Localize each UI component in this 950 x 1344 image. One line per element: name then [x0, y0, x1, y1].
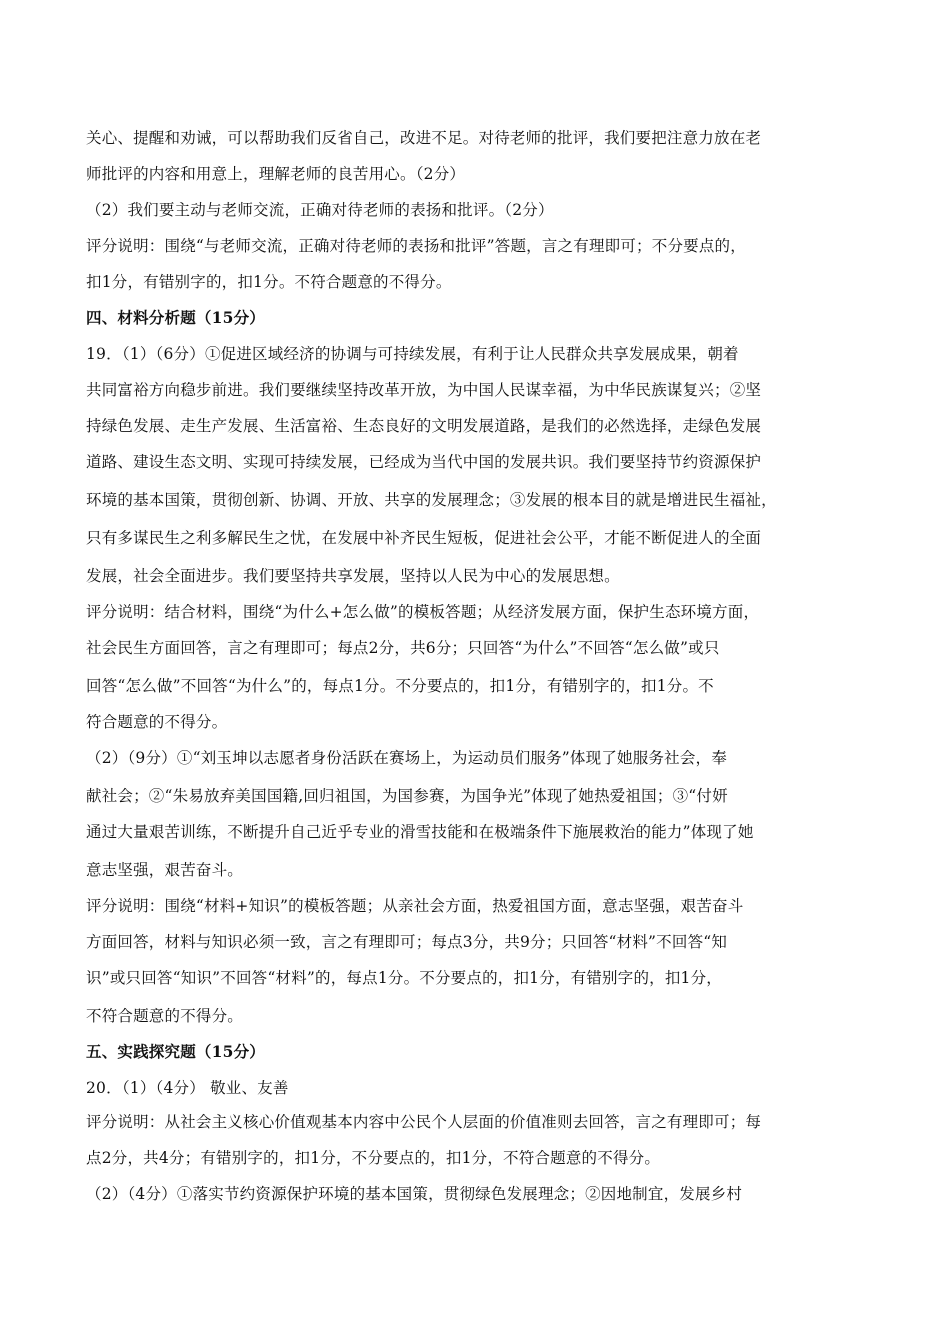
- text-line: 20．（1）（4分） 敬业、友善: [86, 1079, 289, 1097]
- text-line: 方面回答，材料与知识必须一致，言之有理即可；每点3分，共9分；只回答“材料”不回答“知: [86, 933, 728, 951]
- text-line: 评分说明：结合材料，围绕“为什么+怎么做”的模板答题；从经济发展方面，保护生态环境方面，: [86, 603, 760, 621]
- text-line: 评分说明：从社会主义核心价值观基本内容中公民个人层面的价值准则去回答，言之有理即可；每: [86, 1113, 762, 1131]
- text-line: 献社会；②“朱易放弃美国国籍,回归祖国，为国参赛，为国争光”体现了她热爱祖国；③“付妍: [86, 787, 728, 805]
- text-line: 不符合题意的不得分。: [86, 1007, 244, 1025]
- text-line: 通过大量艰苦训练，不断提升自己近乎专业的滑雪技能和在极端条件下施展救治的能力”体现了她: [86, 823, 754, 841]
- section-heading: 五、实践探究题（15分）: [86, 1042, 265, 1061]
- text-line: 共同富裕方向稳步前进。我们要继续坚持改革开放，为中国人民谋幸福，为中华民族谋复兴；②坚: [86, 381, 762, 399]
- text-line: 环境的基本国策，贯彻创新、协调、开放、共享的发展理念；③发展的根本目的就是增进民生福祉，: [86, 491, 777, 509]
- text-line: （2）我们要主动与老师交流，正确对待老师的表扬和批评。（2分）: [86, 201, 554, 219]
- text-line: 道路、建设生态文明、实现可持续发展，已经成为当代中国的发展共识。我们要坚持节约资源保护: [86, 453, 762, 471]
- section-heading: 四、材料分析题（15分）: [86, 308, 265, 327]
- text-line: 社会民生方面回答，言之有理即可；每点2分，共6分；只回答“为什么”不回答“怎么做”或只: [86, 639, 720, 657]
- text-line: 意志坚强，艰苦奋斗。: [86, 861, 244, 879]
- text-line: （2）（9分）①“刘玉坤以志愿者身份活跃在赛场上，为运动员们服务”体现了她服务社会，奉: [86, 749, 727, 767]
- text-line: 发展，社会全面进步。我们要坚持共享发展，坚持以人民为中心的发展思想。: [86, 567, 620, 585]
- text-line: 19．（1）（6分）①促进区域经济的协调与可持续发展，有利于让人民群众共享发展成果，朝着: [86, 345, 739, 363]
- text-line: 关心、提醒和劝诫，可以帮助我们反省自己，改进不足。对待老师的批评，我们要把注意力放在老: [86, 129, 762, 147]
- text-line: 点2分，共4分；有错别字的，扣1分，不分要点的，扣1分，不符合题意的不得分。: [86, 1149, 661, 1167]
- text-line: （2）（4分）①落实节约资源保护环境的基本国策，贯彻绿色发展理念；②因地制宜，发展乡村: [86, 1185, 743, 1203]
- text-line: 识”或只回答“知识”不回答“材料”的，每点1分。不分要点的，扣1分，有错别字的，扣1分，: [86, 969, 723, 987]
- text-line: 符合题意的不得分。: [86, 713, 228, 731]
- text-line: 只有多谋民生之利多解民生之忧，在发展中补齐民生短板，促进社会公平，才能不断促进人的全面: [86, 529, 762, 547]
- text-line: 师批评的内容和用意上，理解老师的良苦用心。（2分）: [86, 165, 466, 183]
- text-line: 评分说明：围绕“材料+知识”的模板答题；从亲社会方面，热爱祖国方面，意志坚强，艰苦奋斗: [86, 897, 744, 915]
- text-line: 评分说明：围绕“与老师交流，正确对待老师的表扬和批评”答题，言之有理即可；不分要点的，: [86, 237, 746, 255]
- text-line: 扣1分，有错别字的，扣1分。不符合题意的不得分。: [86, 273, 452, 291]
- text-line: 持绿色发展、走生产发展、生活富裕、生态良好的文明发展道路，是我们的必然选择，走绿色发展: [86, 417, 762, 435]
- text-line: 回答“怎么做”不回答“为什么”的，每点1分。不分要点的，扣1分，有错别字的，扣1分。不: [86, 677, 714, 695]
